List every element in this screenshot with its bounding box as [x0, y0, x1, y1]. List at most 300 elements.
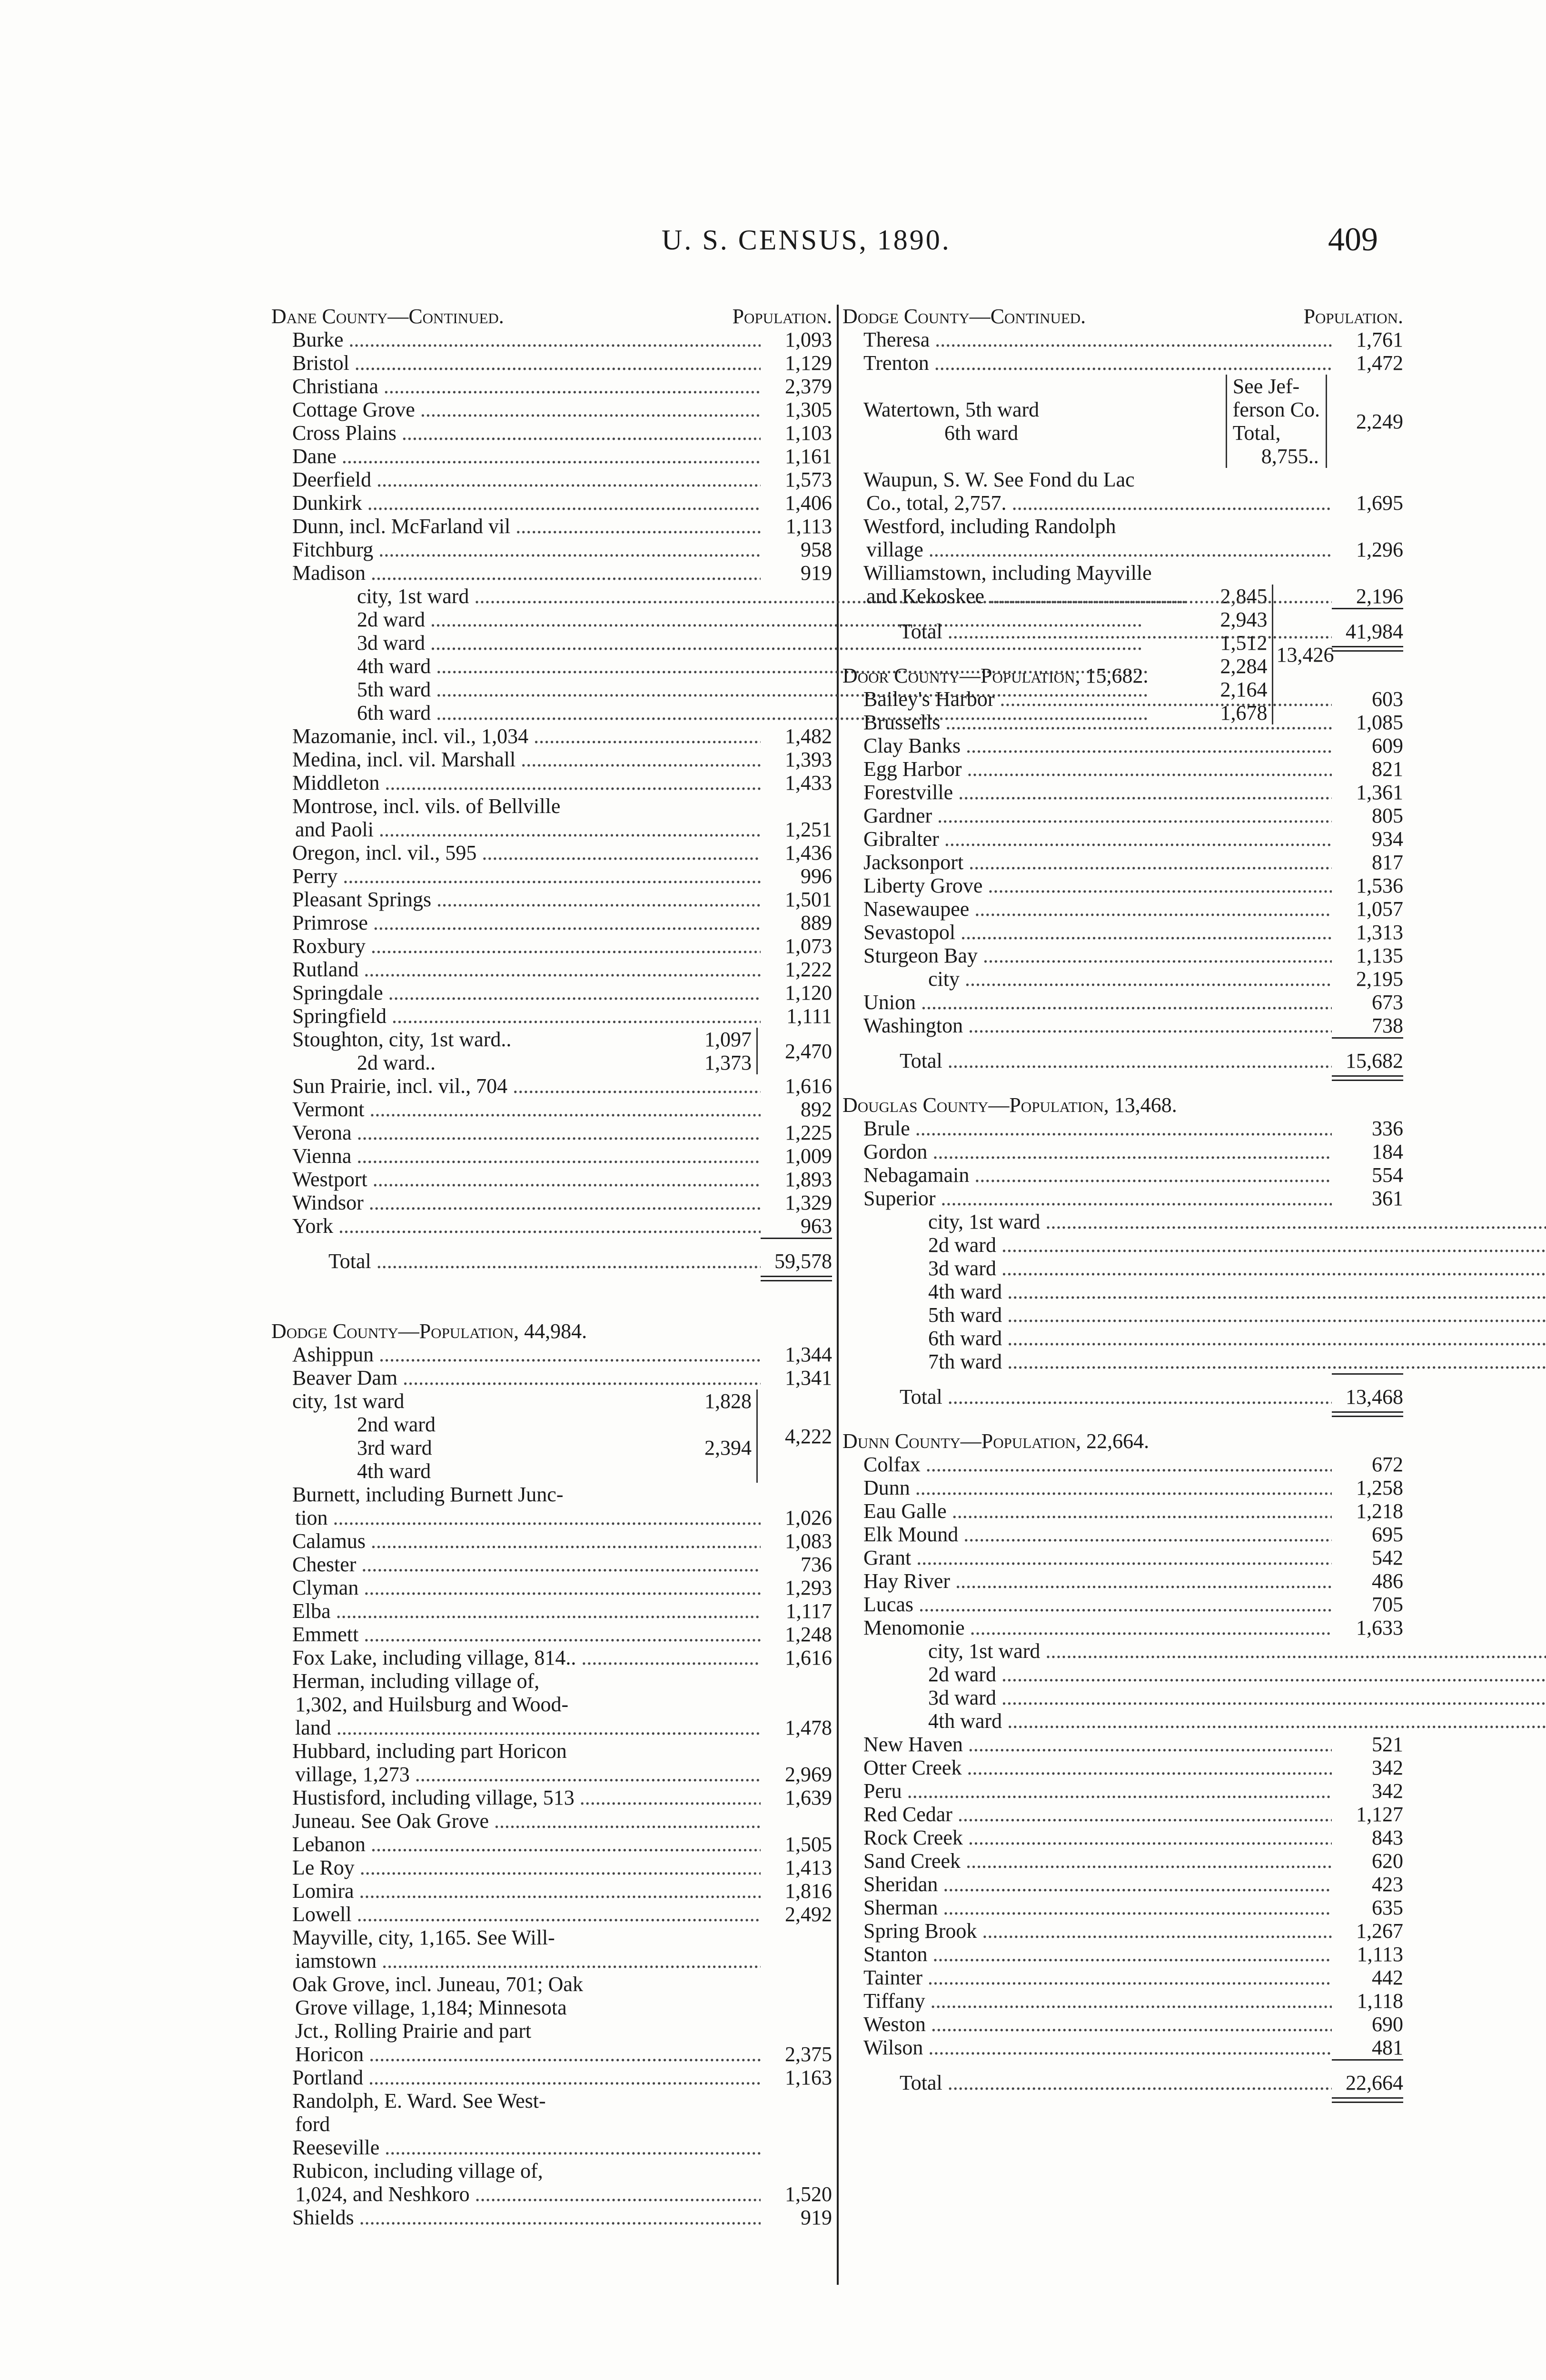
entry-name: Hay River ..... [863, 1569, 1332, 1593]
table-row [842, 827, 1403, 851]
right-column [842, 305, 1403, 2110]
entry-name: Dunn ..... [863, 1476, 1332, 1499]
table-row [271, 445, 832, 468]
table-row [842, 1919, 1403, 1943]
entry-name: Nasewaupee ..... [863, 897, 1332, 921]
entry-value: 1,536 [1356, 874, 1403, 897]
entry-value: 1,573 [785, 468, 832, 491]
entry-name: Grant ..... [863, 1546, 1332, 1569]
entry-value: 2,845 [1220, 585, 1268, 608]
table-row [271, 771, 832, 794]
entry-name: Westford, including Randolph [863, 515, 1116, 538]
entry-name: city, 1st ward ..... [357, 585, 1186, 608]
beaver-dam-city-group [271, 1389, 832, 1483]
table-row [842, 711, 1403, 734]
entry-name: 2d ward ..... [928, 1233, 1546, 1257]
note-line: Total, [1232, 421, 1281, 445]
entry-value: 2,394 [704, 1436, 752, 1459]
entry-name: Rock Creek ..... [863, 1826, 1332, 1849]
table-row [842, 515, 1403, 538]
entry-name: Liberty Grove ..... [863, 874, 1332, 897]
table-row [842, 1014, 1403, 1037]
entry-name: 3d ward ..... [928, 1686, 1546, 1709]
entry-name: Bristol ..... [292, 351, 761, 375]
total-row [842, 620, 1403, 643]
entry-name: Sun Prairie, incl. vil., 704 ..... [292, 1074, 761, 1098]
entry-name: 3d ward ..... [357, 631, 1186, 654]
entry-name: Wilson ..... [863, 2036, 1332, 2059]
table-row [842, 1663, 1546, 1686]
menomonie-city-group [842, 1639, 1403, 1733]
entry-name: tion ..... [295, 1506, 761, 1529]
table-row [842, 1779, 1403, 1803]
entry-name: Hustisford, including village, 513 ..... [292, 1786, 761, 1809]
entry-name: Randolph, E. Ward. See West- [292, 2089, 546, 2112]
table-row [842, 1163, 1403, 1187]
entry-name: Elk Mound ..... [863, 1523, 1332, 1546]
table-row [842, 1453, 1403, 1476]
entry-name: Sand Creek ..... [863, 1849, 1332, 1873]
entry-value: 1,616 [785, 1646, 832, 1669]
table-row [271, 2112, 832, 2136]
watertown-ward-5: Watertown, 5th ward [863, 398, 1040, 421]
table-row [842, 468, 1403, 491]
watertown-ward-6: 6th ward [944, 421, 1019, 445]
table-row [271, 421, 832, 445]
entry-name: Emmett ..... [292, 1623, 761, 1646]
table-row [271, 328, 832, 351]
entry-value: 1,293 [785, 1576, 832, 1599]
table-row [842, 1593, 1403, 1616]
entry-value: 2,195 [1356, 967, 1403, 991]
entry-value: 1,222 [785, 958, 832, 981]
entry-value: 1,118 [1357, 1989, 1403, 2013]
table-row [271, 888, 832, 911]
entry-name: York ..... [292, 1214, 761, 1238]
sum-rule [1332, 1373, 1403, 1375]
entry-name: 2d ward ..... [357, 608, 1186, 631]
table-row [271, 1903, 832, 1926]
table-row [271, 1413, 752, 1436]
entry-name: Lebanon ..... [292, 1833, 761, 1856]
entry-value: 521 [1372, 1733, 1403, 1756]
entry-name: Gardner ..... [863, 804, 1332, 827]
table-row [271, 1098, 832, 1121]
dodge-rows-a [271, 1343, 832, 1389]
table-row [271, 841, 832, 864]
entry-name: 6th ward ..... [928, 1327, 1546, 1350]
table-row [842, 1756, 1403, 1779]
table-row [271, 1074, 832, 1098]
entry-name: 4th ward [357, 1459, 431, 1483]
table-row [842, 1210, 1546, 1233]
menomonie-wards [842, 1639, 1546, 1733]
total-value: 13,468 [1346, 1385, 1403, 1408]
entry-name: city ..... [928, 967, 1332, 991]
entry-name: Windsor ..... [292, 1191, 761, 1214]
entry-value: 1,501 [785, 888, 832, 911]
door-rows-b [842, 991, 1403, 1037]
table-row [271, 1856, 832, 1879]
total-value: 59,578 [774, 1250, 832, 1273]
entry-name: Dunn, incl. McFarland vil ..... [292, 515, 761, 538]
table-row [271, 1366, 832, 1389]
table-row [271, 1693, 832, 1716]
entry-name: ford [295, 2112, 330, 2136]
entry-name: Stanton ..... [863, 1943, 1332, 1966]
entry-name: Deerfield ..... [292, 468, 761, 491]
entry-value: 821 [1372, 757, 1403, 781]
entry-name: 4th ward ..... [928, 1280, 1546, 1303]
table-row [842, 967, 1403, 991]
county-heading: Douglas County—Population, 13,468. [842, 1093, 1177, 1117]
table-row [271, 958, 832, 981]
entry-name: Montrose, incl. vils. of Bellville [292, 794, 561, 818]
table-row [842, 1873, 1403, 1896]
entry-name: 2d ward ..... [928, 1663, 1546, 1686]
section-heading-douglas [842, 1093, 1403, 1117]
entry-name: Union ..... [863, 991, 1332, 1014]
entry-value: 1,296 [1356, 538, 1403, 561]
entry-name: Grove village, 1,184; Minnesota [295, 1996, 567, 2019]
entry-name: 5th ward ..... [928, 1303, 1546, 1327]
table-row [271, 1786, 832, 1809]
table-row [271, 1739, 832, 1763]
entry-value: 1,341 [785, 1366, 832, 1389]
table-row [842, 1709, 1546, 1733]
entry-value: 2,196 [1356, 585, 1403, 608]
table-row [271, 1646, 832, 1669]
stoughton-wards [271, 1028, 758, 1074]
entry-name: Sheridan ..... [863, 1873, 1332, 1896]
entry-value: 673 [1372, 991, 1403, 1014]
entry-value: 736 [801, 1553, 832, 1576]
entry-value: 1,436 [785, 841, 832, 864]
entry-value: 1,313 [1356, 921, 1403, 944]
entry-name: Tainter ..... [863, 1966, 1332, 1989]
entry-value: 1,695 [1356, 491, 1403, 515]
entry-name: city, 1st ward [292, 1389, 405, 1413]
page-header [0, 221, 1546, 267]
table-row [271, 2206, 832, 2229]
entry-value: 1,478 [785, 1716, 832, 1739]
table-row [842, 561, 1403, 585]
county-heading: Dodge County—Population, 44,984. [271, 1319, 587, 1343]
table-row [842, 851, 1403, 874]
entry-name: Fitchburg ..... [292, 538, 761, 561]
table-row [271, 1121, 832, 1144]
watertown-total: 2,249 [1356, 409, 1403, 433]
table-row [842, 351, 1403, 375]
dane-rows-d [271, 1074, 832, 1238]
entry-value: 1,761 [1356, 328, 1403, 351]
table-row [271, 2159, 832, 2182]
double-rule [1332, 2097, 1403, 2103]
entry-value: 1,085 [1356, 711, 1403, 734]
double-rule [761, 1276, 832, 1281]
entry-name: Otter Creek ..... [863, 1756, 1332, 1779]
entry-name: Mayville, city, 1,165. See Will- [292, 1926, 555, 1949]
table-row [271, 1576, 832, 1599]
entry-value: 342 [1372, 1756, 1403, 1779]
note-line: See Jef- [1232, 375, 1300, 398]
table-row [842, 1303, 1546, 1327]
entry-name: Colfax ..... [863, 1453, 1332, 1476]
dunn-rows-b [842, 1733, 1403, 2059]
table-row [842, 2036, 1403, 2059]
entry-name: New Haven ..... [863, 1733, 1332, 1756]
table-row [271, 794, 832, 818]
entry-value: 1,406 [785, 491, 832, 515]
table-row [842, 1523, 1403, 1546]
table-row [271, 1483, 832, 1506]
dunn-rows-a [842, 1453, 1403, 1639]
entry-value: 738 [1372, 1014, 1403, 1037]
table-row [271, 1763, 832, 1786]
stoughton-total: 2,470 [785, 1039, 832, 1063]
table-row [271, 2089, 832, 2112]
entry-value: 1,413 [785, 1856, 832, 1879]
entry-name: Cottage Grove ..... [292, 398, 761, 421]
table-row [842, 1257, 1546, 1280]
entry-name: Weston ..... [863, 2013, 1332, 2036]
stoughton-group [271, 1028, 832, 1074]
entry-name: Perry ..... [292, 864, 761, 888]
entry-value: 1,639 [785, 1786, 832, 1809]
note-line: ferson Co. [1232, 398, 1320, 421]
entry-value: 1,329 [785, 1191, 832, 1214]
entry-value: 919 [801, 561, 832, 585]
entry-name: Stoughton, city, 1st ward.. [292, 1028, 512, 1051]
table-row [842, 1616, 1403, 1639]
entry-name: Clay Banks ..... [863, 734, 1332, 757]
entry-value: 963 [801, 1214, 832, 1238]
beaver-dam-wards [271, 1389, 758, 1483]
entry-name: city, 1st ward ..... [928, 1210, 1546, 1233]
table-row [271, 2043, 832, 2066]
table-row [271, 748, 832, 771]
entry-value: 672 [1372, 1453, 1403, 1476]
table-row [842, 734, 1403, 757]
note-line: 8,755.. [1261, 445, 1319, 468]
total-value: 15,682 [1346, 1049, 1403, 1072]
entry-name: Pleasant Springs ..... [292, 888, 761, 911]
entry-name: Juneau. See Oak Grove ..... [292, 1809, 761, 1833]
entry-name: Trenton ..... [863, 351, 1332, 375]
entry-value: 635 [1372, 1896, 1403, 1919]
total-label: Total ..... [900, 1385, 1332, 1408]
county-heading: Dodge County—Continued. [842, 305, 1086, 328]
entry-value: 1,113 [1357, 1943, 1403, 1966]
table-row [842, 804, 1403, 827]
table-row [271, 1553, 832, 1576]
entry-name: village ..... [866, 538, 1332, 561]
entry-name: Le Roy ..... [292, 1856, 761, 1879]
watertown-group [842, 375, 1403, 468]
table-row [271, 1191, 832, 1214]
section-heading-dodge [271, 1319, 832, 1343]
entry-value: 1,472 [1356, 351, 1403, 375]
entry-name: 1,024, and Neshkoro ..... [295, 2182, 761, 2206]
entry-name: Reeseville ..... [292, 2136, 761, 2159]
dane-rows-c [271, 841, 832, 1028]
table-row [271, 911, 832, 934]
dodge-rows-c [271, 1786, 832, 1926]
entry-value: 1,251 [785, 818, 832, 841]
entry-value: 1,113 [785, 515, 832, 538]
table-row [842, 1187, 1403, 1210]
entry-value: 1,305 [785, 398, 832, 421]
table-row [271, 1623, 832, 1646]
entry-value: 2,164 [1220, 678, 1268, 701]
table-row [842, 897, 1403, 921]
table-row [842, 1233, 1546, 1257]
table-row [271, 1168, 832, 1191]
entry-value: 184 [1372, 1140, 1403, 1163]
superior-wards [842, 1210, 1546, 1373]
entry-name: Oak Grove, incl. Juneau, 701; Oak [292, 1973, 583, 1996]
entry-value: 1,433 [785, 771, 832, 794]
entry-value: 1,026 [785, 1506, 832, 1529]
total-value: 22,664 [1346, 2071, 1403, 2094]
table-row [271, 561, 832, 585]
entry-name: 2nd ward [357, 1413, 436, 1436]
table-row [842, 1849, 1403, 1873]
entry-value: 620 [1372, 1849, 1403, 1873]
dane-rows-b [271, 724, 832, 794]
table-row [271, 1529, 832, 1553]
double-rule [1332, 1075, 1403, 1081]
table-row [271, 1214, 832, 1238]
entry-name: Red Cedar ..... [863, 1803, 1332, 1826]
entry-value: 843 [1372, 1826, 1403, 1849]
entry-name: Brule ..... [863, 1117, 1332, 1140]
entry-name: 2d ward.. [357, 1051, 436, 1074]
dodge-cont-rows [842, 328, 1403, 375]
table-row [271, 1004, 832, 1028]
entry-name: Lowell ..... [292, 1903, 761, 1926]
table-row [842, 1327, 1546, 1350]
entry-value: 695 [1372, 1523, 1403, 1546]
entry-value: 1,117 [785, 1599, 832, 1623]
entry-name: village, 1,273 ..... [295, 1763, 761, 1786]
table-row [271, 468, 832, 491]
entry-name: Brussells ..... [863, 711, 1332, 734]
entry-name: 3d ward ..... [928, 1257, 1546, 1280]
table-row [271, 398, 832, 421]
entry-name: 1,302, and Huilsburg and Wood- [295, 1693, 569, 1716]
running-title: U. S. CENSUS, 1890. [662, 224, 951, 256]
entry-value: 1,083 [785, 1529, 832, 1553]
entry-name: Superior ..... [863, 1187, 1332, 1210]
entry-value: 1,248 [785, 1623, 832, 1646]
table-row [842, 1826, 1403, 1849]
entry-name: Forestville ..... [863, 781, 1332, 804]
entry-name: Gibralter ..... [863, 827, 1332, 851]
table-row [842, 991, 1403, 1014]
table-row [842, 921, 1403, 944]
table-row [842, 328, 1403, 351]
entry-value: 1,135 [1356, 944, 1403, 967]
table-row [271, 538, 832, 561]
entry-name: 7th ward ..... [928, 1350, 1546, 1373]
watertown-wards [863, 398, 1226, 445]
double-rule [1332, 646, 1403, 652]
table-row [271, 375, 832, 398]
entry-value: 1,344 [785, 1343, 832, 1366]
table-row [271, 1996, 832, 2019]
entry-name: Dane ..... [292, 445, 761, 468]
entry-value: 2,375 [785, 2043, 832, 2066]
entry-name: Menomonie ..... [863, 1616, 1332, 1639]
entry-value: 996 [801, 864, 832, 888]
entry-value: 1,361 [1356, 781, 1403, 804]
entry-value: 1,120 [785, 981, 832, 1004]
table-row [842, 1546, 1403, 1569]
table-row [842, 944, 1403, 967]
entry-value: 690 [1372, 2013, 1403, 2036]
entry-name: Horicon ..... [295, 2043, 761, 2066]
table-row [271, 724, 832, 748]
entry-name: Rutland ..... [292, 958, 761, 981]
section-heading-dodge-continued [842, 305, 1403, 328]
entry-value: 1,093 [785, 328, 832, 351]
entry-value: 481 [1372, 2036, 1403, 2059]
entry-name: Portland ..... [292, 2066, 761, 2089]
table-row [842, 585, 1403, 608]
entry-value: 1,218 [1356, 1499, 1403, 1523]
entry-name: Herman, including village of, [292, 1669, 540, 1693]
entry-name: Primrose ..... [292, 911, 761, 934]
entry-name: Westport ..... [292, 1168, 761, 1191]
entry-name: Elba ..... [292, 1599, 761, 1623]
table-row [271, 981, 832, 1004]
entry-name: Sturgeon Bay ..... [863, 944, 1332, 967]
entry-name: 3rd ward [357, 1436, 432, 1459]
table-row [271, 2136, 832, 2159]
entry-value: 958 [801, 538, 832, 561]
entry-name: Egg Harbor ..... [863, 757, 1332, 781]
entry-value: 805 [1372, 804, 1403, 827]
entry-name: Cross Plains ..... [292, 421, 761, 445]
total-row [842, 2071, 1403, 2094]
entry-value: 442 [1372, 1966, 1403, 1989]
madison-city-total: 13,426 [1276, 643, 1334, 666]
entry-value: 1,163 [785, 2066, 832, 2089]
total-label: Total ..... [328, 1250, 761, 1273]
entry-name: Hubbard, including part Horicon [292, 1739, 567, 1763]
entry-name: Medina, incl. vil. Marshall ..... [292, 748, 761, 771]
entry-name: 5th ward ..... [357, 678, 1186, 701]
entry-value: 1,258 [1356, 1476, 1403, 1499]
entry-value: 2,284 [1220, 654, 1268, 678]
entry-name: Nebagamain ..... [863, 1163, 1332, 1187]
table-row [842, 687, 1403, 711]
entry-name: Burke ..... [292, 328, 761, 351]
total-label: Total ..... [900, 2071, 1332, 2094]
entry-name: Rubicon, including village of, [292, 2159, 543, 2182]
entry-name: Oregon, incl. vil., 595 ..... [292, 841, 761, 864]
entry-name: Ashippun ..... [292, 1343, 761, 1366]
table-row [271, 1809, 832, 1833]
section-heading-dane [271, 305, 832, 328]
table-row [842, 538, 1403, 561]
entry-name: Burnett, including Burnett Junc- [292, 1483, 564, 1506]
superior-city-group [842, 1210, 1403, 1373]
table-row [271, 351, 832, 375]
table-row [842, 2013, 1403, 2036]
entry-name: 4th ward ..... [357, 654, 1186, 678]
